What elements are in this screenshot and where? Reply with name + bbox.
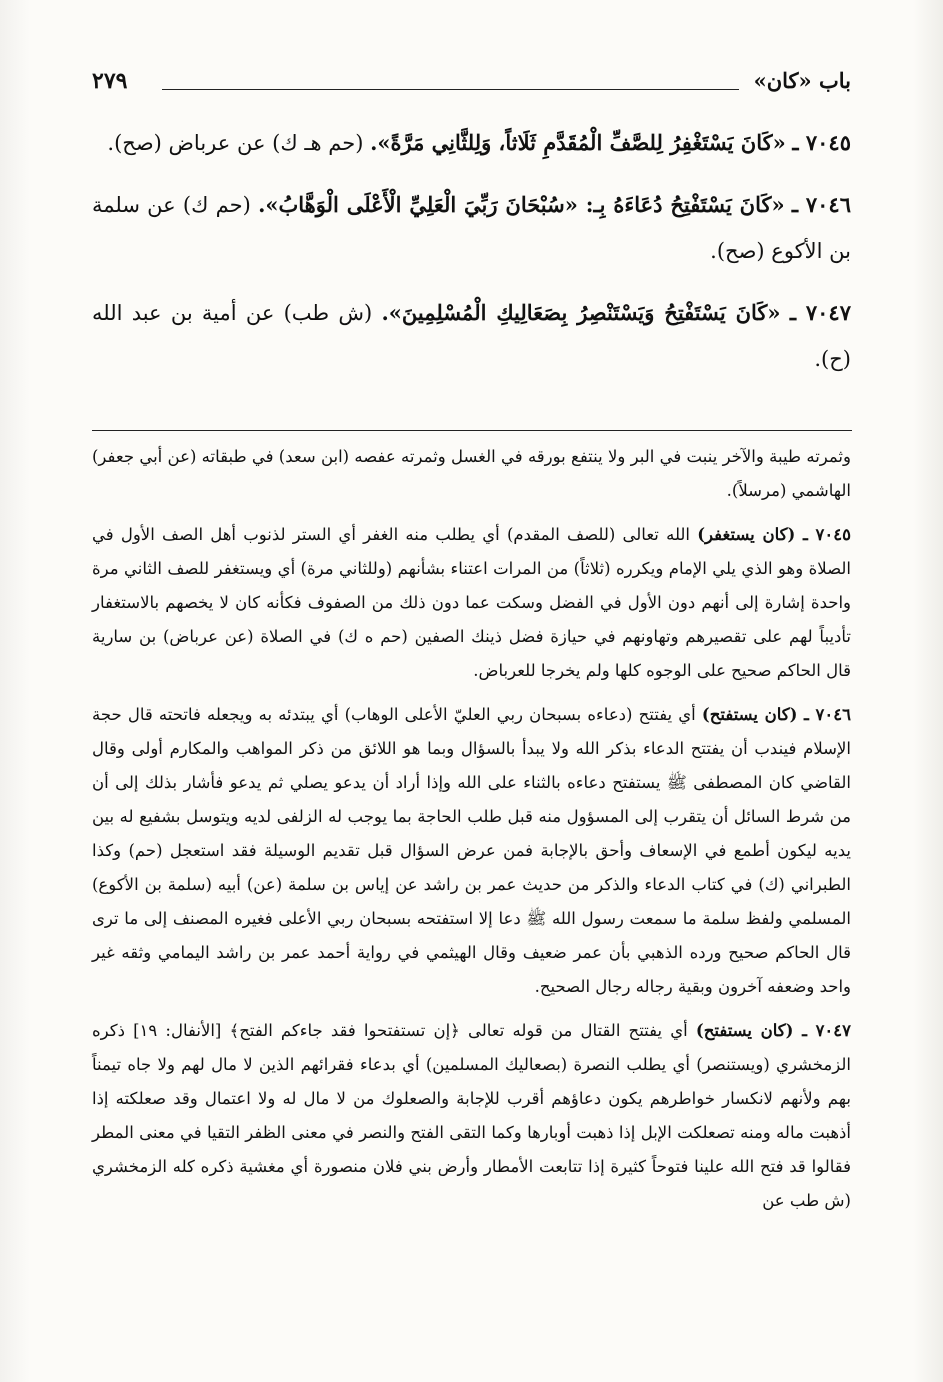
commentary-ref: ٧٠٤٧ ـ (كان يستفتح) — [695, 1021, 852, 1040]
chapter-title: باب «كان» — [753, 68, 851, 93]
hadith-source: (حم ك) عن سلمة بن الأكوع (صح). — [92, 193, 851, 263]
commentary-paragraph — [92, 440, 851, 508]
hadith-number: ٧٠٤٧ ـ — [789, 300, 851, 325]
commentary-text: أي يفتتح القتال من قوله تعالى ﴿إن تستفتحوا فقد جاءكم الفتح﴾ [الأنفال: ١٩] ذكره الزمخشري (ويستنصر) أي يطلب النصرة (بصعاليك المسلمين) أي بدعاء فقرائهم الذين لا مال لهم ولا جاه تيمناً بهم ولأنهم لانكسار خواطرهم يكون دعاؤهم أقرب للإجابة والصعلوك من لا مال له ولا اعتمال وقد صعلكته إذا أذهبت ماله ومنه تصعلكت الإبل إذا ذهبت أوبارها وكما التقى الفتح والنصر في معنى الظفر التقيا في معنى المطر فقالوا قد فتح الله علينا فتوحاً كثيرة إذا تتابعت الأمطار وأرض بني فلان منصورة أي مغشية ذكره كله الزمخشري (ش طب عن — [92, 1021, 851, 1210]
hadith-source: (ش طب) عن أمية بن عبد الله (ح). — [92, 301, 851, 371]
hadith-entry — [92, 182, 851, 274]
running-header — [92, 66, 851, 102]
commentary-text: أي يفتتح (دعاءه بسبحان ربي العليّ الأعلى الوهاب) أي يبتدئه به ويجعله فاتحته قال حجة الإسلام فيندب أن يفتتح الدعاء بذكر الله ولا يبدأ بالسؤال وبما هو اللائق من ذكر المواهب والمكارم أولى وقال القاضي كان المصطفى ﷺ يستفتح دعاءه بالثناء على الله وإذا أراد أن يدعو يصلي ثم يدعو فأشار بذلك إلى أن من شرط السائل أن يتقرب إلى المسؤول منه قبل طلب الحاجة بما يوجب له الزلفى لديه ويتوسل بشفيع له بين يديه ليكون أطمع في الإسعاف وأحق بالإجابة فمن عرض السؤال قبل تقديم الوسيلة فقد استعجل (حم) وكذا الطبراني (ك) في كتاب الدعاء والذكر من حديث عمر بن راشد عن إياس بن سلمة (عن) أبيه (سلمة بن الأكوع) المسلمي ولفظ سلمة ما سمعت رسول الله ﷺ دعا إلا استفتحه بسبحان ربي الأعلى فغيره المصنف إلى ما ترى قال الحاكم صحيح ورده الذهبي بأن عمر ضعيف وقال الهيثمي في رواية أحمد عمر بن راشد اليمامي وثقه غير واحد وضعفه آخرون وبقية رجاله رجال الصحيح. — [92, 705, 851, 996]
hadith-number: ٧٠٤٦ ـ — [791, 192, 851, 217]
hadith-text-section — [92, 120, 851, 398]
commentary-text: الله تعالى (للصف المقدم) أي يطلب منه الغفر أي الستر لذنوب أهل الصف الأول في الصلاة وهو الذي يلي الإمام ويكرره (ثلاثاً) من المرات اعتناء بشأنهم (وللثاني مرة) أي ويستغفر للصف الثاني مرة واحدة إشارة إلى أنهم دون الأول في الفضل وسكت عما دون ذلك من الصفوف فكأنه كان لا يخصهم بالاستغفار تأديباً لهم على تقصيرهم وتهاونهم في حيازة فضل ذينك الصفين (حم ه ك) في الصلاة (عن عرباض) بن سارية قال الحاكم صحيح على الوجوه كلها ولم يخرجا للعرباض. — [92, 525, 851, 680]
commentary-paragraph — [92, 518, 851, 688]
footnote-divider — [92, 430, 852, 431]
commentary-text: وثمرته طيبة والآخر ينبت في البر ولا ينتفع بورقه في الغسل وثمرته عفصه (ابن سعد) في طبقاته (عن أبي جعفر) الهاشمي (مرسلاً). — [92, 447, 851, 500]
hadith-source: (حم هـ ك) عن عرباض (صح). — [107, 131, 371, 155]
hadith-matn: «كَانَ يَسْتَغْفِرُ لِلصَّفِّ الْمُقَدَّمِ ثَلَاثاً، وَلِلثَّانِي مَرَّةً». — [370, 130, 786, 155]
hadith-entry — [92, 290, 851, 382]
page-number: ٢٧٩ — [92, 68, 128, 94]
hadith-entry — [92, 120, 851, 166]
commentary-paragraph — [92, 698, 851, 1004]
header-rule — [162, 89, 739, 90]
commentary-paragraph — [92, 1014, 851, 1218]
hadith-number: ٧٠٤٥ ـ — [792, 130, 851, 155]
commentary-section — [92, 440, 851, 1228]
hadith-matn: «كَانَ يَسْتَفْتِحُ دُعَاءَهُ بِـ: «سُبْحَانَ رَبِّيَ الْعَلِيِّ الْأَعْلَى الْوَهَّابُ». — [258, 192, 785, 217]
commentary-ref: ٧٠٤٥ ـ (كان يستغفر) — [697, 525, 851, 544]
hadith-matn: «كَانَ يَسْتَفْتِحُ وَيَسْتَنْصِرُ بِصَعَالِيكِ الْمُسْلِمِينَ». — [381, 300, 781, 325]
commentary-ref: ٧٠٤٦ ـ (كان يستفتح) — [701, 705, 851, 724]
